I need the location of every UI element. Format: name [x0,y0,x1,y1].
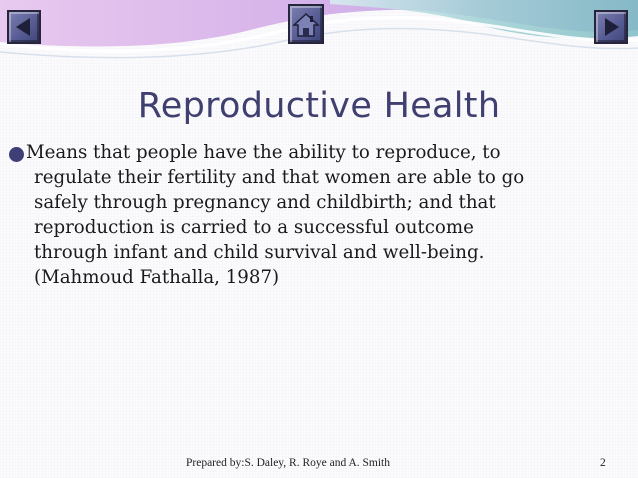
house-icon [290,6,322,42]
body-line: (Mahmoud Fathalla, 1987) [34,267,280,288]
home-button[interactable] [288,4,324,44]
body-line: Means that people have the ability to reproduce, to [26,142,501,163]
footer-credit: Prepared by:S. Daley, R. Roye and A. Smith [186,457,390,469]
body-paragraph [26,140,614,290]
bullet-icon [9,147,24,162]
triangle-left-icon [9,12,39,42]
previous-slide-button[interactable] [7,10,41,44]
page-number: 2 [600,457,606,469]
body-line: reproduction is carried to a successful outcome [34,217,474,238]
body-line: regulate their fertility and that women are able to go [34,167,525,188]
next-slide-button[interactable] [594,10,628,44]
triangle-right-icon [596,12,626,42]
body-line: safely through pregnancy and childbirth; and that [34,192,496,213]
slide-title: Reproductive Health [137,86,501,126]
body-line: through infant and child survival and well-being. [34,242,485,263]
